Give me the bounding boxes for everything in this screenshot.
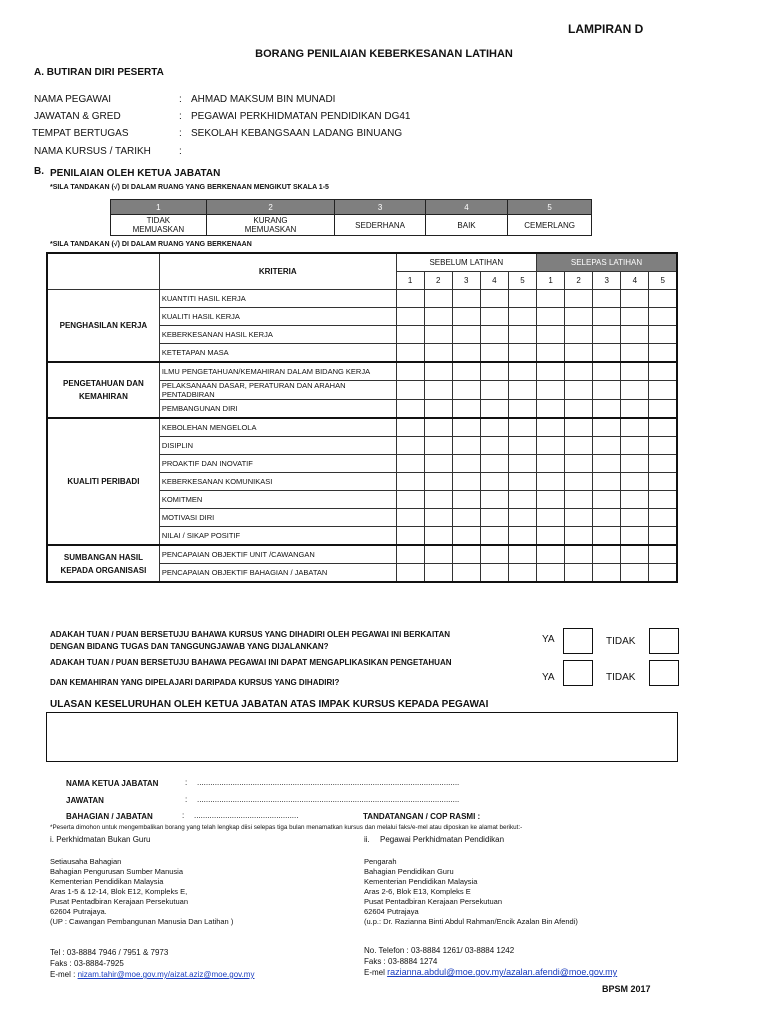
rating-number-header: 2 [565, 272, 593, 290]
after-rating-cell[interactable] [649, 344, 677, 363]
form-title: BORANG PENILAIAN KEBERKESANAN LATIHAN [255, 48, 513, 60]
before-rating-cell[interactable] [452, 326, 480, 344]
criteria-item: PENCAPAIAN OBJEKTIF UNIT /CAWANGAN [159, 545, 396, 564]
before-rating-cell[interactable] [480, 418, 508, 437]
before-rating-cell[interactable] [424, 564, 452, 583]
right-address-heading: Pegawai Perkhidmatan Pendidikan [380, 835, 505, 844]
after-rating-cell[interactable] [565, 527, 593, 546]
before-rating-cell[interactable] [424, 473, 452, 491]
before-rating-cell[interactable] [508, 290, 536, 308]
after-rating-cell[interactable] [621, 362, 649, 381]
table-header-row [47, 253, 677, 272]
criteria-item: ILMU PENGETAHUAN/KEMAHIRAN DALAM BIDANG KERJA [159, 362, 396, 381]
after-rating-cell[interactable] [621, 473, 649, 491]
after-rating-cell[interactable] [593, 381, 621, 400]
scale-num: 4 [425, 200, 507, 215]
before-rating-cell[interactable] [452, 545, 480, 564]
question-1-line-1: ADAKAH TUAN / PUAN BERSETUJU BAHAWA KURSUS YANG DIHADIRI OLEH PEGAWAI INI BERKAITAN [50, 630, 451, 639]
criteria-item: PELAKSANAAN DASAR, PERATURAN DAN ARAHAN PENTADBIRAN [159, 381, 396, 400]
before-rating-cell[interactable] [480, 473, 508, 491]
form-code: BPSM 2017 [602, 984, 651, 994]
address-line: (UP : Cawangan Pembangunan Manusia Dan Latihan ) [50, 917, 234, 926]
address-line: Kementerian Pendidikan Malaysia [364, 877, 478, 886]
after-rating-cell[interactable] [565, 308, 593, 326]
question-1-line-2: DENGAN BIDANG TUGAS DAN TANGGUNGJAWAB YANG DIJALANKAN? [50, 642, 329, 651]
contact-tel: Tel : 03-8884 7946 / 7951 & 7973 [50, 948, 169, 957]
after-rating-cell[interactable] [621, 564, 649, 583]
before-rating-cell[interactable] [508, 344, 536, 363]
after-rating-cell[interactable] [537, 455, 565, 473]
criteria-rating-table [46, 252, 678, 583]
scale-label: TIDAK MEMUASKAN [111, 215, 207, 236]
after-rating-cell[interactable] [565, 437, 593, 455]
before-rating-cell[interactable] [424, 362, 452, 381]
contact-tel: No. Telefon : 03-8884 1261/ 03-8884 1242 [364, 946, 515, 955]
before-rating-cell[interactable] [452, 418, 480, 437]
before-rating-cell[interactable] [452, 400, 480, 419]
criteria-section-name: SUMBANGAN HASIL KEPADA ORGANISASI [47, 545, 159, 582]
question-2-line-1: ADAKAH TUAN / PUAN BERSETUJU BAHAWA PEGAWAI INI DAPAT MENGAPLIKASIKAN PENGETAHUAN [50, 658, 452, 667]
before-rating-cell[interactable] [424, 491, 452, 509]
before-rating-cell[interactable] [396, 527, 424, 546]
before-rating-cell[interactable] [480, 545, 508, 564]
after-rating-cell[interactable] [537, 437, 565, 455]
after-rating-cell[interactable] [565, 326, 593, 344]
criteria-item: KUANTITI HASIL KERJA [159, 290, 396, 308]
before-rating-cell[interactable] [480, 344, 508, 363]
section-a-heading: A. BUTIRAN DIRI PESERTA [34, 67, 164, 78]
after-rating-cell[interactable] [649, 381, 677, 400]
before-rating-cell[interactable] [508, 437, 536, 455]
before-rating-cell[interactable] [396, 491, 424, 509]
criteria-item: KOMITMEN [159, 491, 396, 509]
after-rating-cell[interactable] [621, 545, 649, 564]
criteria-item: MOTIVASI DIRI [159, 509, 396, 527]
jawatan-label: JAWATAN [66, 796, 104, 805]
ya-label: YA [542, 634, 555, 645]
before-rating-cell[interactable] [508, 308, 536, 326]
before-rating-cell[interactable] [508, 473, 536, 491]
after-rating-cell[interactable] [649, 326, 677, 344]
tidak-label: TIDAK [606, 672, 636, 683]
colon: : [185, 778, 188, 787]
bahagian-label: BAHAGIAN / JABATAN [66, 812, 153, 821]
rating-number-header: 5 [508, 272, 536, 290]
after-rating-cell[interactable] [565, 491, 593, 509]
after-rating-cell[interactable] [537, 491, 565, 509]
rating-number-header: 1 [396, 272, 424, 290]
contact-faks: Faks : 03-8884 1274 [364, 957, 438, 966]
after-rating-cell[interactable] [565, 362, 593, 381]
scale-note: *SILA TANDAKAN (√) DI DALAM RUANG YANG BERKENAAN MENGIKUT SKALA 1-5 [50, 184, 329, 191]
address-line: 62604 Putrajaya. [50, 907, 107, 916]
after-rating-cell[interactable] [565, 418, 593, 437]
after-rating-cell[interactable] [537, 527, 565, 546]
before-rating-cell[interactable] [396, 418, 424, 437]
table-row [47, 362, 677, 381]
address-line: Setiausaha Bahagian [50, 857, 122, 866]
after-rating-cell[interactable] [565, 545, 593, 564]
before-rating-cell[interactable] [480, 400, 508, 419]
after-rating-cell[interactable] [649, 473, 677, 491]
after-rating-cell[interactable] [537, 344, 565, 363]
before-rating-cell[interactable] [452, 473, 480, 491]
scale-label: SEDERHANA [335, 215, 425, 236]
rating-number-header: 4 [621, 272, 649, 290]
before-rating-cell[interactable] [396, 308, 424, 326]
after-rating-cell[interactable] [593, 290, 621, 308]
before-rating-cell[interactable] [508, 455, 536, 473]
value-tempat-bertugas: SEKOLAH KEBANGSAAN LADANG BINUANG [191, 128, 403, 139]
label-tempat-bertugas: TEMPAT BERTUGAS [32, 128, 129, 139]
scale-label: KURANG MEMUASKAN [206, 215, 335, 236]
after-rating-cell[interactable] [593, 326, 621, 344]
criteria-item: KEBERKESANAN HASIL KERJA [159, 326, 396, 344]
ulasan-heading: ULASAN KESELURUHAN OLEH KETUA JABATAN ATAS IMPAK KURSUS KEPADA PEGAWAI [50, 699, 489, 710]
after-rating-cell[interactable] [621, 344, 649, 363]
nama-ketua-label: NAMA KETUA JABATAN [66, 779, 159, 788]
criteria-item: KETETAPAN MASA [159, 344, 396, 363]
selepas-latihan-header: SELEPAS LATIHAN [537, 253, 677, 272]
before-rating-cell[interactable] [508, 509, 536, 527]
before-rating-cell[interactable] [452, 362, 480, 381]
scale-label: CEMERLANG [508, 215, 592, 236]
question-2-line-2: DAN KEMAHIRAN YANG DIPELAJARI DARIPADA KURSUS YANG DIHADIRI? [50, 678, 340, 687]
before-rating-cell[interactable] [424, 308, 452, 326]
after-rating-cell[interactable] [593, 308, 621, 326]
before-rating-cell[interactable] [396, 473, 424, 491]
colon: : [179, 111, 182, 122]
before-rating-cell[interactable] [508, 545, 536, 564]
scale-num: 1 [111, 200, 207, 215]
after-rating-cell[interactable] [565, 344, 593, 363]
colon: : [179, 146, 182, 157]
before-rating-cell[interactable] [396, 564, 424, 583]
question-1-tidak-checkbox[interactable] [649, 628, 679, 654]
before-rating-cell[interactable] [424, 290, 452, 308]
before-rating-cell[interactable] [480, 290, 508, 308]
nama-ketua-field[interactable]: ...................................................................................................................... [197, 778, 460, 787]
before-rating-cell[interactable] [424, 455, 452, 473]
bahagian-field[interactable]: ............................................... [194, 811, 299, 820]
after-rating-cell[interactable] [537, 362, 565, 381]
criteria-item: KUALITI HASIL KERJA [159, 308, 396, 326]
before-rating-cell[interactable] [424, 437, 452, 455]
before-rating-cell[interactable] [452, 437, 480, 455]
section-b-letter: B. [34, 166, 44, 177]
section-b-heading: PENILAIAN OLEH KETUA JABATAN [50, 168, 221, 179]
criteria-section-name: PENGHASILAN KERJA [47, 290, 159, 363]
after-rating-cell[interactable] [537, 400, 565, 419]
after-rating-cell[interactable] [593, 564, 621, 583]
after-rating-cell[interactable] [593, 473, 621, 491]
after-rating-cell[interactable] [593, 509, 621, 527]
lampiran-label: LAMPIRAN D [568, 22, 644, 36]
value-jawatan-gred: PEGAWAI PERKHIDMATAN PENDIDIKAN DG41 [191, 111, 411, 122]
scale-num: 3 [335, 200, 425, 215]
before-rating-cell[interactable] [508, 400, 536, 419]
scale-label: BAIK [425, 215, 507, 236]
after-rating-cell[interactable] [565, 381, 593, 400]
after-rating-cell[interactable] [537, 290, 565, 308]
after-rating-cell[interactable] [649, 491, 677, 509]
rating-number-header: 2 [424, 272, 452, 290]
rating-number-header: 4 [480, 272, 508, 290]
before-rating-cell[interactable] [396, 290, 424, 308]
scale-num: 5 [508, 200, 592, 215]
contact-emel-label: E-mel [364, 968, 385, 977]
before-rating-cell[interactable] [396, 344, 424, 363]
after-rating-cell[interactable] [537, 381, 565, 400]
return-note: *Peserta dimohon untuk mengembalikan borang yang telah lengkap diisi selepas tiga bulan menamatkan kursus dan melalui faks/e-mel atau diposkan ke alamat berikut:- [50, 824, 523, 831]
left-address [50, 857, 233, 927]
right-contact [364, 945, 617, 978]
rating-number-header: 3 [593, 272, 621, 290]
before-rating-cell[interactable] [508, 381, 536, 400]
after-rating-cell[interactable] [565, 473, 593, 491]
question-2-ya-checkbox[interactable] [563, 660, 593, 686]
after-rating-cell[interactable] [537, 509, 565, 527]
address-line: Bahagian Pendidikan Guru [364, 867, 454, 876]
after-rating-cell[interactable] [593, 491, 621, 509]
rating-number-header: 1 [537, 272, 565, 290]
table-row [47, 545, 677, 564]
before-rating-cell[interactable] [508, 326, 536, 344]
right-address-num: ii. [364, 835, 370, 844]
criteria-item: NILAI / SIKAP POSITIF [159, 527, 396, 546]
after-rating-cell[interactable] [537, 564, 565, 583]
value-nama-pegawai: AHMAD MAKSUM BIN MUNADI [191, 94, 336, 105]
criteria-item: PEMBANGUNAN DIRI [159, 400, 396, 419]
address-line: 62604 Putrajaya [364, 907, 419, 916]
before-rating-cell[interactable] [508, 491, 536, 509]
before-rating-cell[interactable] [480, 381, 508, 400]
ulasan-textarea[interactable] [46, 712, 678, 762]
after-rating-cell[interactable] [621, 455, 649, 473]
contact-faks: Faks : 03-8884-7925 [50, 959, 124, 968]
before-rating-cell[interactable] [396, 455, 424, 473]
criteria-section-name: PENGETAHUAN DAN KEMAHIRAN [47, 362, 159, 418]
before-rating-cell[interactable] [480, 455, 508, 473]
address-line: Bahagian Pengurusan Sumber Manusia [50, 867, 184, 876]
before-rating-cell[interactable] [396, 545, 424, 564]
tandatangan-label: TANDATANGAN / COP RASMI : [363, 812, 481, 821]
after-rating-cell[interactable] [537, 545, 565, 564]
before-rating-cell[interactable] [508, 527, 536, 546]
before-rating-cell[interactable] [480, 564, 508, 583]
left-contact [50, 947, 254, 980]
question-2-tidak-checkbox[interactable] [649, 660, 679, 686]
after-rating-cell[interactable] [649, 418, 677, 437]
before-rating-cell[interactable] [480, 326, 508, 344]
after-rating-cell[interactable] [537, 418, 565, 437]
after-rating-cell[interactable] [649, 308, 677, 326]
colon: : [185, 795, 188, 804]
before-rating-cell[interactable] [424, 418, 452, 437]
after-rating-cell[interactable] [565, 455, 593, 473]
before-rating-cell[interactable] [452, 455, 480, 473]
before-rating-cell[interactable] [452, 509, 480, 527]
before-rating-cell[interactable] [508, 564, 536, 583]
before-rating-cell[interactable] [480, 437, 508, 455]
before-rating-cell[interactable] [480, 491, 508, 509]
after-rating-cell[interactable] [621, 418, 649, 437]
after-rating-cell[interactable] [593, 344, 621, 363]
before-rating-cell[interactable] [452, 564, 480, 583]
after-rating-cell[interactable] [565, 400, 593, 419]
right-address [364, 857, 578, 927]
before-rating-cell[interactable] [424, 545, 452, 564]
after-rating-cell[interactable] [537, 326, 565, 344]
after-rating-cell[interactable] [649, 362, 677, 381]
criteria-section-name: KUALITI PERIBADI [47, 418, 159, 545]
address-line: Aras 2-6, Blok E13, Kompleks E [364, 887, 471, 896]
before-rating-cell[interactable] [424, 381, 452, 400]
after-rating-cell[interactable] [649, 509, 677, 527]
before-rating-cell[interactable] [424, 326, 452, 344]
jawatan-field[interactable]: ...................................................................................................................... [197, 795, 460, 804]
scale-num: 2 [206, 200, 335, 215]
after-rating-cell[interactable] [649, 290, 677, 308]
after-rating-cell[interactable] [621, 290, 649, 308]
before-rating-cell[interactable] [452, 344, 480, 363]
after-rating-cell[interactable] [565, 290, 593, 308]
rating-scale-table [110, 199, 592, 236]
address-line: Kementerian Pendidikan Malaysia [50, 877, 164, 886]
after-rating-cell[interactable] [649, 400, 677, 419]
before-rating-cell[interactable] [396, 326, 424, 344]
address-line: Pusat Pentadbiran Kerajaan Persekutuan [364, 897, 503, 906]
address-line: (u.p.: Dr. Razianna Binti Abdul Rahman/Encik Azalan Bin Afendi) [364, 917, 578, 926]
after-rating-cell[interactable] [593, 400, 621, 419]
criteria-item: KEBOLEHAN MENGELOLA [159, 418, 396, 437]
right-email-link[interactable]: razianna.abdul@moe.gov.my/azalan.afendi@moe.gov.my [387, 967, 618, 977]
address-line: Pengarah [364, 857, 397, 866]
after-rating-cell[interactable] [593, 527, 621, 546]
before-rating-cell[interactable] [452, 491, 480, 509]
colon: : [182, 811, 185, 820]
after-rating-cell[interactable] [621, 491, 649, 509]
after-rating-cell[interactable] [537, 308, 565, 326]
rating-number-header: 5 [649, 272, 677, 290]
after-rating-cell[interactable] [621, 527, 649, 546]
before-rating-cell[interactable] [508, 362, 536, 381]
before-rating-cell[interactable] [452, 381, 480, 400]
after-rating-cell[interactable] [593, 437, 621, 455]
tidak-label: TIDAK [606, 636, 636, 647]
before-rating-cell[interactable] [424, 344, 452, 363]
before-rating-cell[interactable] [480, 527, 508, 546]
after-rating-cell[interactable] [649, 437, 677, 455]
table-row [47, 290, 677, 308]
before-rating-cell[interactable] [396, 381, 424, 400]
table-note: *SILA TANDAKAN (√) DI DALAM RUANG YANG BERKENAAN [50, 241, 252, 248]
label-nama-pegawai: NAMA PEGAWAI [34, 94, 112, 105]
after-rating-cell[interactable] [621, 400, 649, 419]
before-rating-cell[interactable] [396, 509, 424, 527]
label-jawatan-gred: JAWATAN & GRED [34, 111, 121, 122]
rating-number-header: 3 [452, 272, 480, 290]
address-line: Pusat Pentadbiran Kerajaan Persekutuan [50, 897, 189, 906]
criteria-item: PENCAPAIAN OBJEKTIF BAHAGIAN / JABATAN [159, 564, 396, 583]
criteria-item: KEBERKESANAN KOMUNIKASI [159, 473, 396, 491]
address-line: Aras 1-5 & 12-14, Blok E12, Kompleks E, [50, 887, 188, 896]
before-rating-cell[interactable] [396, 437, 424, 455]
left-email-link[interactable]: nizam.tahir@moe.gov.my/aizat.aziz@moe.gov.my [77, 970, 255, 979]
after-rating-cell[interactable] [537, 473, 565, 491]
after-rating-cell[interactable] [621, 326, 649, 344]
after-rating-cell[interactable] [649, 545, 677, 564]
question-1-ya-checkbox[interactable] [563, 628, 593, 654]
before-rating-cell[interactable] [424, 509, 452, 527]
colon: : [179, 94, 182, 105]
before-rating-cell[interactable] [508, 418, 536, 437]
after-rating-cell[interactable] [621, 437, 649, 455]
before-rating-cell[interactable] [480, 308, 508, 326]
label-nama-kursus: NAMA KURSUS / TARIKH [34, 146, 151, 157]
after-rating-cell[interactable] [565, 564, 593, 583]
after-rating-cell[interactable] [621, 308, 649, 326]
after-rating-cell[interactable] [593, 545, 621, 564]
criteria-item: DISIPLIN [159, 437, 396, 455]
before-rating-cell[interactable] [396, 362, 424, 381]
before-rating-cell[interactable] [452, 290, 480, 308]
before-rating-cell[interactable] [452, 527, 480, 546]
after-rating-cell[interactable] [649, 527, 677, 546]
after-rating-cell[interactable] [621, 381, 649, 400]
header-blank [47, 253, 159, 290]
before-rating-cell[interactable] [480, 509, 508, 527]
left-address-heading: i. Perkhidmatan Bukan Guru [50, 835, 151, 844]
sebelum-latihan-header: SEBELUM LATIHAN [396, 253, 536, 272]
ya-label: YA [542, 672, 555, 683]
after-rating-cell[interactable] [621, 509, 649, 527]
colon: : [179, 128, 182, 139]
before-rating-cell[interactable] [452, 308, 480, 326]
contact-emel-label: E-mel : [50, 970, 76, 979]
after-rating-cell[interactable] [649, 455, 677, 473]
after-rating-cell[interactable] [593, 418, 621, 437]
kriteria-header: KRITERIA [159, 253, 396, 290]
before-rating-cell[interactable] [396, 400, 424, 419]
before-rating-cell[interactable] [424, 527, 452, 546]
after-rating-cell[interactable] [593, 362, 621, 381]
after-rating-cell[interactable] [565, 509, 593, 527]
criteria-item: PROAKTIF DAN INOVATIF [159, 455, 396, 473]
after-rating-cell[interactable] [593, 455, 621, 473]
before-rating-cell[interactable] [480, 362, 508, 381]
before-rating-cell[interactable] [424, 400, 452, 419]
after-rating-cell[interactable] [649, 564, 677, 583]
table-row [47, 418, 677, 437]
